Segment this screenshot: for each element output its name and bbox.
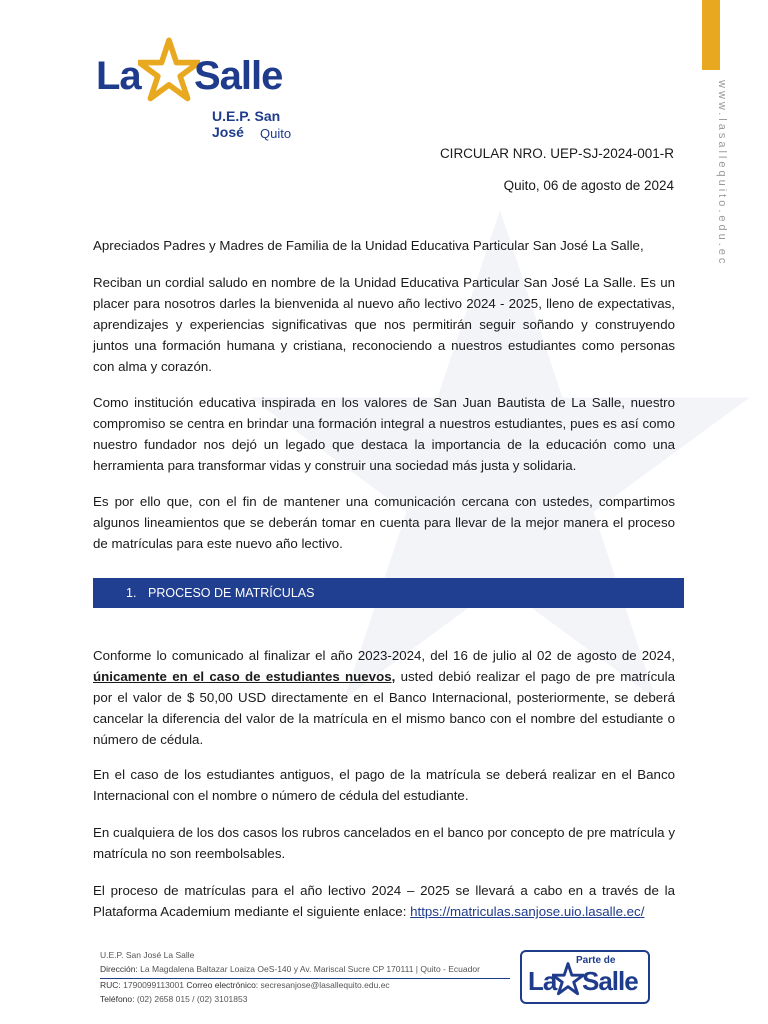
badge-salle-text: Salle bbox=[582, 966, 638, 996]
side-website-url: www.lasallequito.edu.ec bbox=[716, 80, 728, 267]
footer-email-value: secresanjose@lasallequito.edu.ec bbox=[260, 980, 390, 990]
circular-number: CIRCULAR NRO. UEP-SJ-2024-001-R bbox=[439, 146, 674, 161]
paragraph-mission: Como institución educativa inspirada en los valores de San Juan Bautista de La Salle, nuestro compromiso se centra en brindar una formación integral a nuestros estudiantes, pues es así como nuestro fundador nos dejó un legado que destaca la importancia de la educación como una herramienta para transformar vidas y construir una sociedad más justa y solidaria. bbox=[93, 395, 675, 473]
logo-school-name: U.E.P. San José bbox=[212, 108, 281, 140]
document-date: Quito, 06 de agosto de 2024 bbox=[503, 178, 674, 193]
footer-address-value: La Magdalena Baltazar Loaiza OeS-140 y Av. Mariscal Sucre CP 170111 | Quito - Ecuador bbox=[140, 964, 480, 974]
footer-contact bbox=[100, 948, 520, 1006]
footer-ruc-value: 1790099113001 bbox=[123, 980, 184, 990]
footer-phone bbox=[100, 992, 520, 1006]
greeting: Apreciados Padres y Madres de Familia de la Unidad Educativa Particular San José La Salle, bbox=[93, 238, 644, 253]
new-students-emphasis: únicamente en el caso de estudiantes nuevos, bbox=[93, 669, 396, 684]
logo-star-icon bbox=[138, 36, 200, 104]
logo-city: Quito bbox=[260, 126, 292, 141]
school-logo bbox=[96, 36, 306, 146]
paragraph-welcome: Reciban un cordial saludo en nombre de la Unidad Educativa Particular San José La Salle. Es un placer para nosotros darles la bienvenida al nuevo año lectivo 2024 - 2025, lleno de expectativas, aprendizajes y experiencias significativas que nos permitirán seguir soñando y construyendo juntos una formación humana y cristiana, reconociendo a nuestros estudiantes como personas con alma y corazón. bbox=[93, 275, 675, 374]
gold-accent-bar bbox=[702, 0, 720, 70]
footer-ruc-label: RUC: bbox=[100, 980, 121, 990]
footer-address-label: Dirección: bbox=[100, 964, 138, 974]
paragraph-platform bbox=[93, 880, 675, 922]
logo-la-text: La bbox=[96, 54, 141, 98]
paragraph-guidelines: Es por ello que, con el fin de mantener una comunicación cercana con ustedes, compartimos algunos lineamientos que se deberán tomar en cuenta para llevar de la mejor manera el proceso de matrículas para este nuevo año lectivo. bbox=[93, 494, 675, 551]
footer-ruc-email bbox=[100, 978, 520, 992]
paragraph-old-students: En el caso de los estudiantes antiguos, el pago de la matrícula se deberá realizar en el Banco Internacional con el nombre o número de cédula del estudiante. bbox=[93, 767, 675, 803]
footer-divider bbox=[100, 978, 510, 979]
section-heading-matriculas bbox=[93, 578, 684, 608]
footer-address bbox=[100, 962, 520, 976]
paragraph-new-students bbox=[93, 645, 675, 750]
new-students-text-b: usted debió realizar el pago de pre matrícula por el valor de $ 50,00 USD directamente en el Banco Internacional, posteriormente, se deberá cancelar la diferencia del valor de la matrícula en el mismo banco con el nombre del estudiante o número de cédula. bbox=[93, 669, 675, 747]
section-number: 1. bbox=[126, 586, 137, 600]
footer-school-name: U.E.P. San José La Salle bbox=[100, 950, 195, 960]
badge-top-text: Parte de bbox=[576, 955, 616, 966]
section-title: PROCESO DE MATRÍCULAS bbox=[148, 586, 315, 600]
parte-de-lasalle-badge bbox=[520, 950, 650, 1004]
footer-email-label: Correo electrónico: bbox=[186, 980, 259, 990]
new-students-text-a: Conforme lo comunicado al finalizar el año 2023-2024, del 16 de julio al 02 de agosto de 2024, bbox=[93, 648, 675, 663]
paragraph-non-refundable: En cualquiera de los dos casos los rubros cancelados en el banco por concepto de pre matrícula y matrícula no son reembolsables. bbox=[93, 825, 675, 861]
badge-star-icon bbox=[552, 962, 584, 996]
footer-phone-label: Teléfono: bbox=[100, 994, 135, 1004]
badge-la-text: La bbox=[528, 966, 557, 996]
enrollment-link[interactable]: https://matriculas.sanjose.uio.lasalle.ec/ bbox=[410, 904, 645, 919]
logo-salle-text: Salle bbox=[194, 54, 283, 98]
platform-text: El proceso de matrículas para el año lectivo 2024 – 2025 se llevará a cabo en a través de la Plataforma Academium mediante el siguiente enlace: bbox=[93, 883, 675, 919]
footer-phone-value: (02) 2658 015 / (02) 3101853 bbox=[136, 994, 248, 1004]
